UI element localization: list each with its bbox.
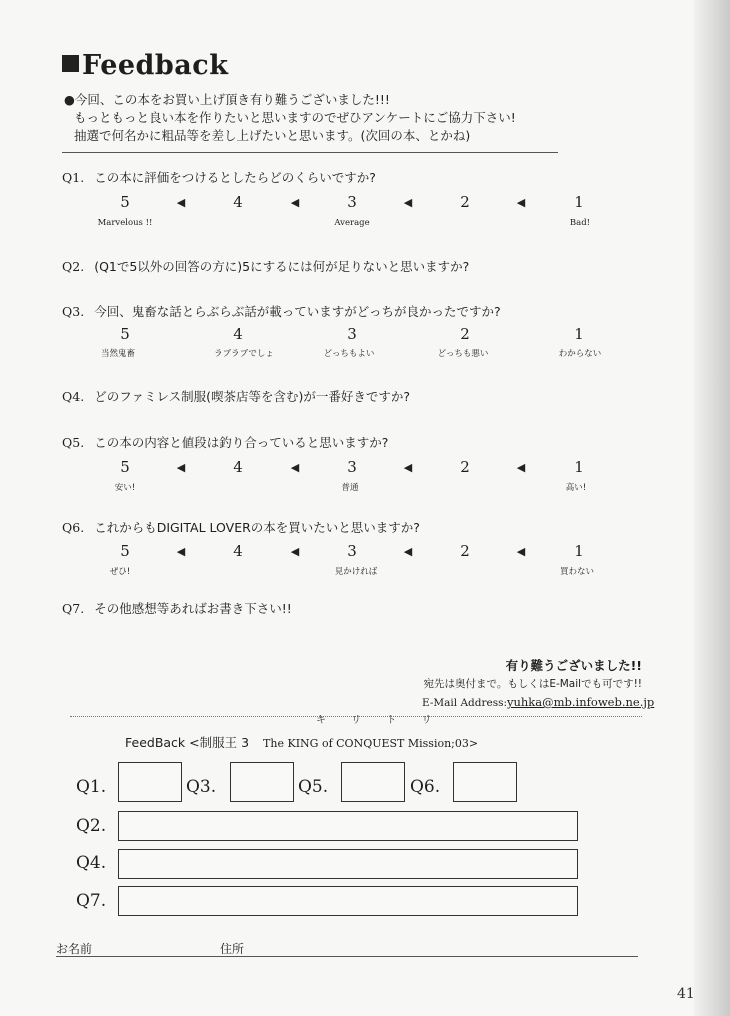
q5-rating-3[interactable]: 3 — [347, 458, 357, 476]
q1-rating-3[interactable]: 3 — [347, 193, 357, 211]
answer-box-q3[interactable] — [230, 762, 294, 802]
form-title: FeedBack <制服王 3 The KING of CONQUEST Mission;03> — [125, 735, 479, 750]
question-q1: Q1. この本に評価をつけるとしたらどのくらいですか? — [62, 170, 376, 185]
q5-rating-5[interactable]: 5 — [120, 458, 130, 476]
answer-box-q2[interactable] — [118, 811, 578, 841]
q1-rating-2[interactable]: 2 — [460, 193, 470, 211]
question-q4: Q4. どのファミレス制服(喫茶店等を含む)が一番好きですか? — [62, 389, 410, 404]
intro-line-2: もっともっと良い本を作りたいと思いますのでぜひアンケートにご協力下さい! — [74, 110, 516, 125]
q3-label-2: ラブラブでしょ — [214, 349, 274, 359]
form-label-q2: Q2. — [76, 816, 107, 836]
q5-arrow-left-icon: ◀ — [516, 461, 526, 474]
square-bullet-icon — [62, 55, 79, 72]
answer-box-q7[interactable] — [118, 886, 578, 916]
q6-label-left: ぜひ! — [109, 567, 131, 577]
q1-arrow-left-icon: ◀ — [176, 196, 186, 209]
question-q6: Q6. これからもDIGITAL LOVERの本を買いたいと思いますか? — [62, 520, 420, 535]
name-address-line[interactable] — [56, 956, 638, 957]
q1-label-mid: Average — [334, 218, 370, 228]
q5-arrow-left-icon: ◀ — [176, 461, 186, 474]
form-label-q5: Q5. — [298, 777, 329, 797]
q3-label-3: どっちもよい — [323, 349, 375, 359]
form-label-q6: Q6. — [410, 777, 441, 797]
q1-label-right: Bad! — [569, 218, 591, 228]
page-edge-shadow — [694, 0, 730, 1016]
question-q2: Q2. (Q1で5以外の回答の方に)5にするには何が足りないと思いますか? — [62, 259, 470, 274]
intro-line-3: 抽選で何名かに粗品等を差し上げたいと思います。(次回の本、とかね) — [74, 128, 471, 143]
q1-arrow-left-icon: ◀ — [516, 196, 526, 209]
q6-label-right: 買わない — [559, 567, 595, 577]
q5-rating-1[interactable]: 1 — [574, 458, 584, 476]
question-q3: Q3. 今回、鬼畜な話とらぶらぶ話が載っていますがどっちが良かったですか? — [62, 304, 501, 319]
q5-label-right: 高い! — [565, 483, 587, 493]
email-link[interactable]: yuhka@mb.infoweb.ne.jp — [507, 695, 655, 709]
answer-box-q6[interactable] — [453, 762, 517, 802]
q5-arrow-left-icon: ◀ — [290, 461, 300, 474]
q3-rating-3[interactable]: 3 — [347, 325, 357, 343]
q6-arrow-left-icon: ◀ — [403, 545, 413, 558]
q3-label-1: 当然鬼畜 — [100, 349, 136, 359]
q3-rating-2[interactable]: 2 — [460, 325, 470, 343]
q5-label-left: 安い! — [114, 483, 136, 493]
q1-rating-5[interactable]: 5 — [120, 193, 130, 211]
q6-arrow-left-icon: ◀ — [516, 545, 526, 558]
question-q5: Q5. この本の内容と値段は釣り合っていると思いますか? — [62, 435, 389, 450]
address-note: 宛先は奥付まで。もしくはE-Mailでも可です!! — [423, 678, 642, 690]
q1-arrow-left-icon: ◀ — [290, 196, 300, 209]
q5-rating-4[interactable]: 4 — [233, 458, 243, 476]
cut-here-ruby: キ リ ト リ — [316, 715, 432, 726]
form-label-q4: Q4. — [76, 853, 107, 873]
q6-rating-2[interactable]: 2 — [460, 542, 470, 560]
question-q7: Q7. その他感想等あればお書き下さい!! — [62, 601, 292, 616]
q6-rating-4[interactable]: 4 — [233, 542, 243, 560]
q3-rating-5[interactable]: 5 — [120, 325, 130, 343]
answer-box-q4[interactable] — [118, 849, 578, 879]
q1-arrow-left-icon: ◀ — [403, 196, 413, 209]
form-label-q1: Q1. — [76, 777, 107, 797]
answer-box-q5[interactable] — [341, 762, 405, 802]
q3-label-4: どっちも悪い — [437, 349, 489, 359]
q1-rating-4[interactable]: 4 — [233, 193, 243, 211]
q6-arrow-left-icon: ◀ — [290, 545, 300, 558]
q6-arrow-left-icon: ◀ — [176, 545, 186, 558]
q1-label-left: Marvelous !! — [97, 218, 153, 228]
q3-rating-4[interactable]: 4 — [233, 325, 243, 343]
q3-label-5: わからない — [558, 349, 602, 359]
intro-line-1: ●今回、この本をお買い上げ頂き有り難うございました!!! — [64, 92, 390, 107]
answer-box-q1[interactable] — [118, 762, 182, 802]
q3-rating-1[interactable]: 1 — [574, 325, 584, 343]
thanks-text: 有り難うございました!! — [505, 658, 642, 673]
q6-label-mid: 見かければ — [334, 567, 378, 577]
q6-rating-3[interactable]: 3 — [347, 542, 357, 560]
form-label-q7: Q7. — [76, 891, 107, 911]
page-number: 41 — [677, 986, 695, 1002]
form-label-q3: Q3. — [186, 777, 217, 797]
page-title: Feedback — [62, 50, 228, 81]
q5-arrow-left-icon: ◀ — [403, 461, 413, 474]
q6-rating-5[interactable]: 5 — [120, 542, 130, 560]
intro-rule — [62, 152, 558, 153]
q5-rating-2[interactable]: 2 — [460, 458, 470, 476]
q1-rating-1[interactable]: 1 — [574, 193, 584, 211]
email-label: E-Mail Address: — [422, 697, 508, 709]
address-label: 住所 — [220, 942, 245, 956]
q6-rating-1[interactable]: 1 — [574, 542, 584, 560]
q5-label-mid: 普通 — [341, 483, 359, 493]
name-label: お名前 — [56, 942, 93, 956]
